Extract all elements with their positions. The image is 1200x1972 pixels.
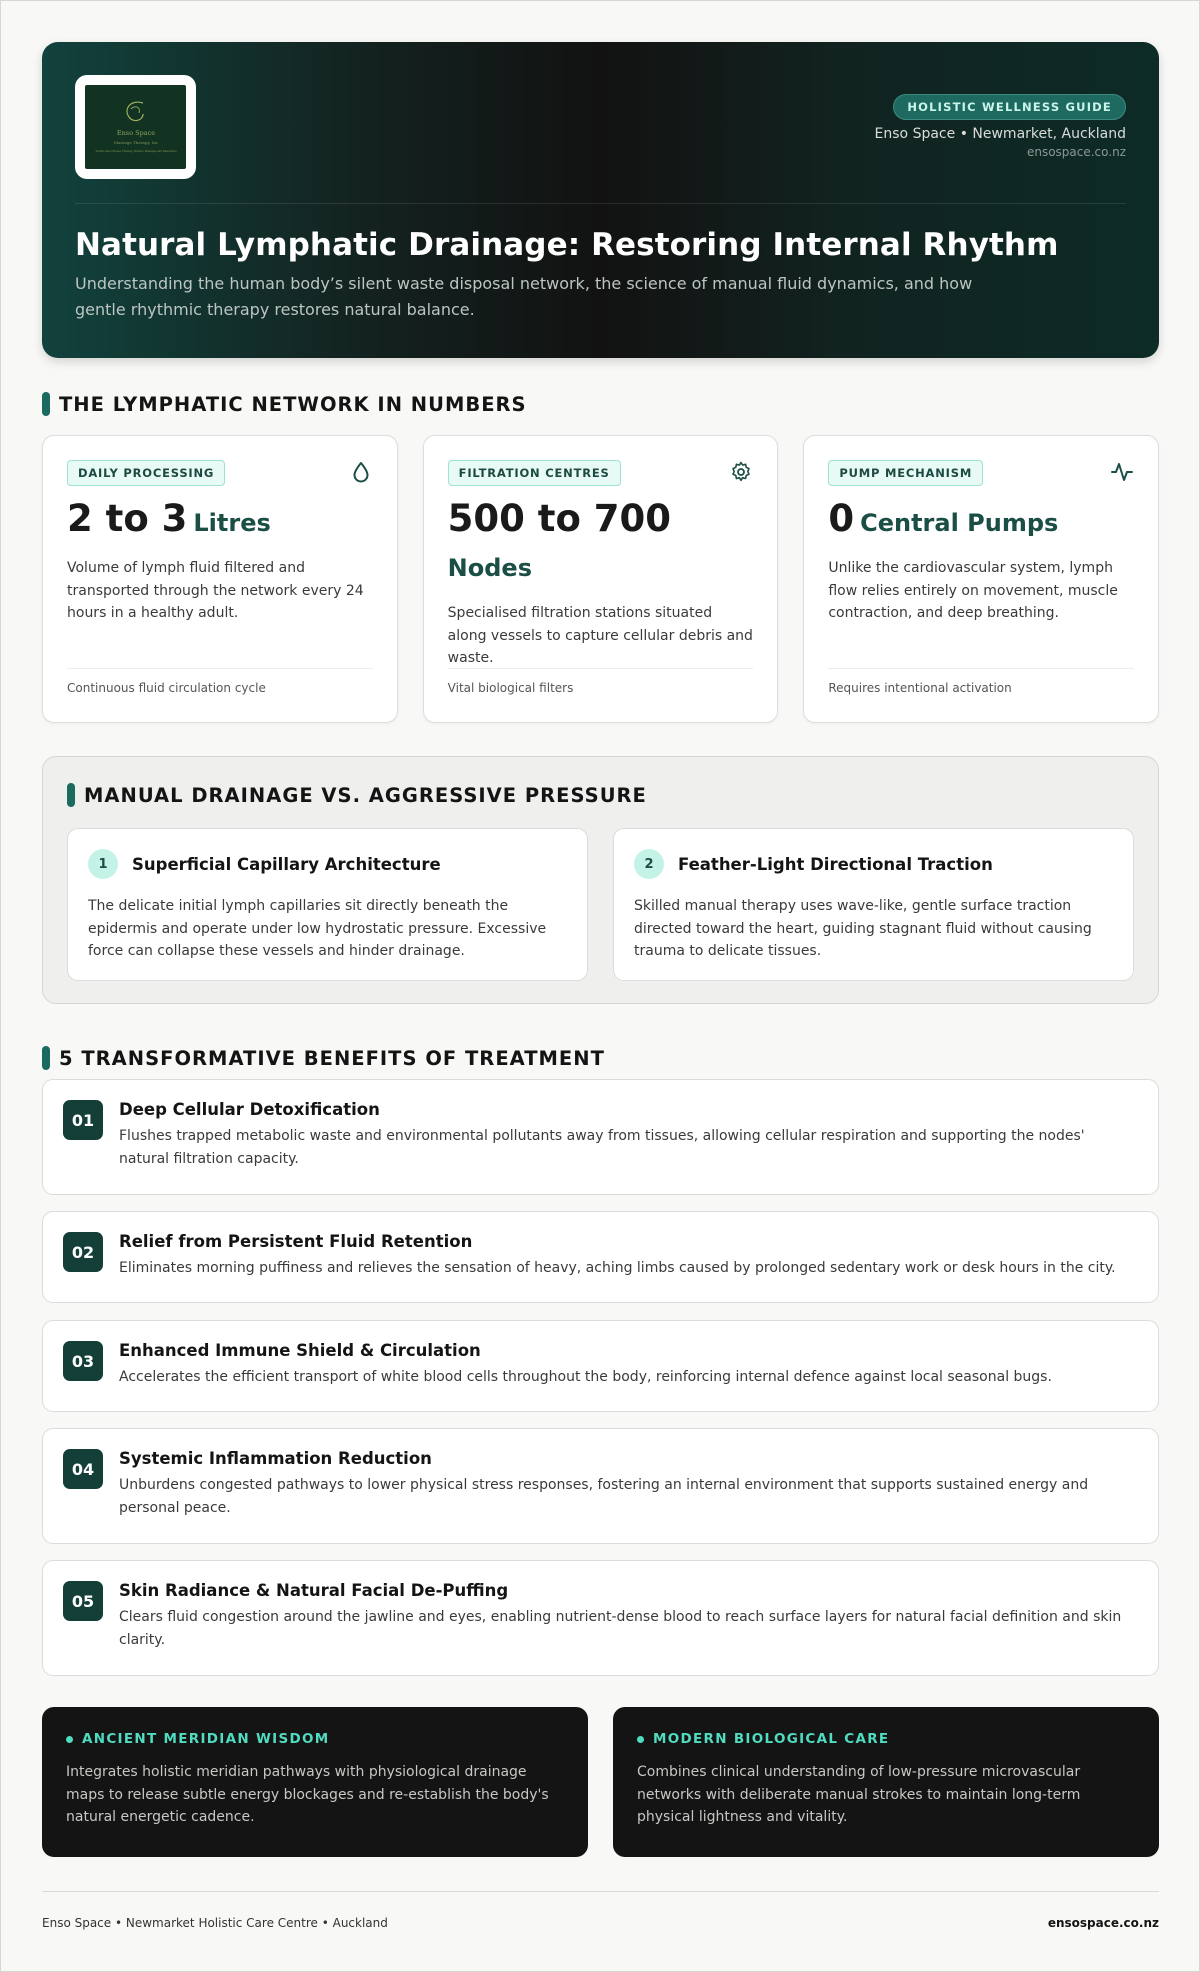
approach-title — [637, 1731, 1135, 1747]
stat-value — [828, 498, 1134, 547]
hero-location: Enso Space • Newmarket, Auckland — [874, 126, 1126, 142]
approach-description: Integrates holistic meridian pathways with physiological drainage maps to release subtle energy blockages and re-establish the body's natural energetic cadence. — [66, 1764, 549, 1825]
logo-frame — [75, 75, 196, 179]
hero-divider — [75, 203, 1126, 204]
comparison-title: Superficial Capillary Architecture — [132, 854, 441, 874]
comparison-description: Skilled manual therapy uses wave-like, gentle surface traction directed toward the heart, guiding stagnant fluid without causing trauma to delicate tissues. — [634, 898, 1092, 959]
stat-footer: Requires intentional activation — [828, 668, 1134, 722]
approach-title-text: ANCIENT MERIDIAN WISDOM — [82, 1731, 330, 1747]
stat-unit: Nodes — [447, 554, 532, 582]
page-title: Natural Lymphatic Drainage: Restoring Internal Rhythm — [75, 227, 1059, 263]
comparison-card-header — [88, 849, 567, 879]
step-number: 2 — [634, 849, 664, 879]
hero-banner — [42, 42, 1159, 358]
heading-accent-bar — [42, 392, 50, 416]
comparison-description: The delicate initial lymph capillaries sit directly beneath the epidermis and operate under low hydrostatic pressure. Excessive force can collapse these vessels and hinder drainage. — [88, 898, 547, 959]
stat-number: 0 — [828, 497, 855, 540]
heading-accent-bar — [67, 783, 75, 807]
guide-page — [42, 42, 1159, 1930]
benefit-title: Systemic Inflammation Reduction — [119, 1449, 432, 1468]
stat-card-daily-processing — [42, 435, 398, 723]
stats-heading-text: THE LYMPHATIC NETWORK IN NUMBERS — [59, 392, 527, 416]
benefit-description: Eliminates morning puffiness and relieves the sensation of heavy, aching limbs caused by prolonged sedentary work or desk hours in the city. — [119, 1260, 1116, 1276]
stat-footer: Continuous fluid circulation cycle — [67, 668, 373, 722]
stats-heading — [42, 392, 527, 416]
stat-number: 500 to 700 — [447, 497, 672, 540]
benefit-item — [42, 1211, 1159, 1303]
benefit-title: Enhanced Immune Shield & Circulation — [119, 1341, 481, 1360]
comparison-card-header — [634, 849, 1113, 879]
stat-number: 2 to 3 — [67, 497, 188, 540]
benefit-title: Deep Cellular Detoxification — [119, 1100, 380, 1119]
footer-website-link[interactable]: ensospace.co.nz — [1047, 1916, 1159, 1930]
benefit-number: 04 — [63, 1449, 103, 1489]
stat-description: Specialised filtration stations situated along vessels to capture cellular debris and waste. — [447, 605, 753, 666]
hero-meta — [875, 94, 1126, 159]
page-subtitle: Understanding the human body’s silent waste disposal network, the science of manual fluid dynamics, and how gentle rhythmic therapy restores natural balance. — [75, 274, 973, 319]
gear-icon — [729, 460, 753, 484]
stat-card-filtration-centres — [423, 435, 779, 723]
guide-badge: HOLISTIC WELLNESS GUIDE — [893, 94, 1126, 120]
benefit-title: Skin Radiance & Natural Facial De-Puffing — [119, 1581, 509, 1600]
approach-cards — [42, 1707, 1159, 1857]
stat-tag: DAILY PROCESSING — [67, 460, 225, 486]
bullet-dot-icon — [637, 1736, 644, 1743]
stat-value — [67, 498, 373, 547]
benefit-description: Accelerates the efficient transport of white blood cells throughout the body, reinforcing internal defence against local seasonal bugs. — [119, 1369, 1052, 1385]
benefit-description: Flushes trapped metabolic waste and environmental pollutants away from tissues, allowing cellular respiration and supporting the nodes' natural filtration capacity. — [119, 1128, 1085, 1167]
approach-title-text: MODERN BIOLOGICAL CARE — [653, 1731, 890, 1747]
step-number: 1 — [88, 849, 118, 879]
benefit-number: 05 — [63, 1581, 103, 1621]
footer-address: Enso Space • Newmarket Holistic Care Centre • Auckland — [42, 1916, 388, 1930]
comparison-title: Feather-Light Directional Traction — [678, 854, 993, 874]
benefit-number: 03 — [63, 1341, 103, 1381]
approach-card-ancient — [42, 1707, 588, 1857]
stats-row — [42, 435, 1159, 723]
comparison-panel — [42, 756, 1159, 1004]
benefit-item — [42, 1560, 1159, 1676]
benefits-heading — [42, 1046, 605, 1070]
benefit-item — [42, 1079, 1159, 1195]
pulse-icon — [1110, 460, 1134, 484]
stat-tag: PUMP MECHANISM — [828, 460, 983, 486]
logo-mark — [87, 87, 185, 167]
benefit-title: Relief from Persistent Fluid Retention — [119, 1232, 473, 1251]
stat-value — [448, 498, 754, 592]
stat-description: Volume of lymph fluid filtered and transported through the network every 24 hours in a healthy adult. — [67, 560, 364, 621]
benefit-item — [42, 1320, 1159, 1412]
benefit-description: Clears fluid congestion around the jawline and eyes, enabling nutrient-dense blood to reach surface layers for natural facial definition and skin clarity. — [119, 1609, 1122, 1648]
stat-unit: Central Pumps — [860, 509, 1059, 537]
stat-tag: FILTRATION CENTRES — [448, 460, 621, 486]
comparison-heading-text: MANUAL DRAINAGE VS. AGGRESSIVE PRESSURE — [84, 783, 647, 807]
approach-card-modern — [613, 1707, 1159, 1857]
benefit-item — [42, 1428, 1159, 1544]
comparison-heading — [67, 783, 1134, 807]
benefit-description: Unburdens congested pathways to lower physical stress responses, fostering an internal environment that supports sustained energy and personal peace. — [119, 1477, 1089, 1516]
comparison-cards — [67, 828, 1134, 981]
stat-description: Unlike the cardiovascular system, lymph flow relies entirely on movement, muscle contraction, and deep breathing. — [828, 560, 1118, 621]
logo-line-1: Enso Space — [116, 129, 155, 137]
comparison-card — [613, 828, 1134, 981]
footer-divider — [42, 1891, 1159, 1892]
stat-card-pump-mechanism — [803, 435, 1159, 723]
hero-website-link[interactable]: ensospace.co.nz — [1026, 145, 1126, 159]
approach-description: Combines clinical understanding of low-pressure microvascular networks with deliberate manual strokes to maintain long-term physical lightness and vitality. — [637, 1764, 1081, 1825]
heading-accent-bar — [42, 1046, 50, 1070]
enso-space-logo — [85, 85, 186, 169]
approach-title — [66, 1731, 564, 1747]
stat-footer: Vital biological filters — [448, 668, 754, 722]
benefit-number: 01 — [63, 1100, 103, 1140]
comparison-card — [67, 828, 588, 981]
benefit-number: 02 — [63, 1232, 103, 1272]
logo-line-3: Traditional Chinese Therapy Holistic Massage and Relaxation — [94, 150, 177, 153]
droplet-icon — [349, 460, 373, 484]
benefits-heading-text: 5 TRANSFORMATIVE BENEFITS OF TREATMENT — [59, 1046, 605, 1070]
bullet-dot-icon — [66, 1736, 73, 1743]
stat-unit: Litres — [193, 509, 271, 537]
logo-line-2: Massage Therapy, Inc — [113, 140, 158, 145]
